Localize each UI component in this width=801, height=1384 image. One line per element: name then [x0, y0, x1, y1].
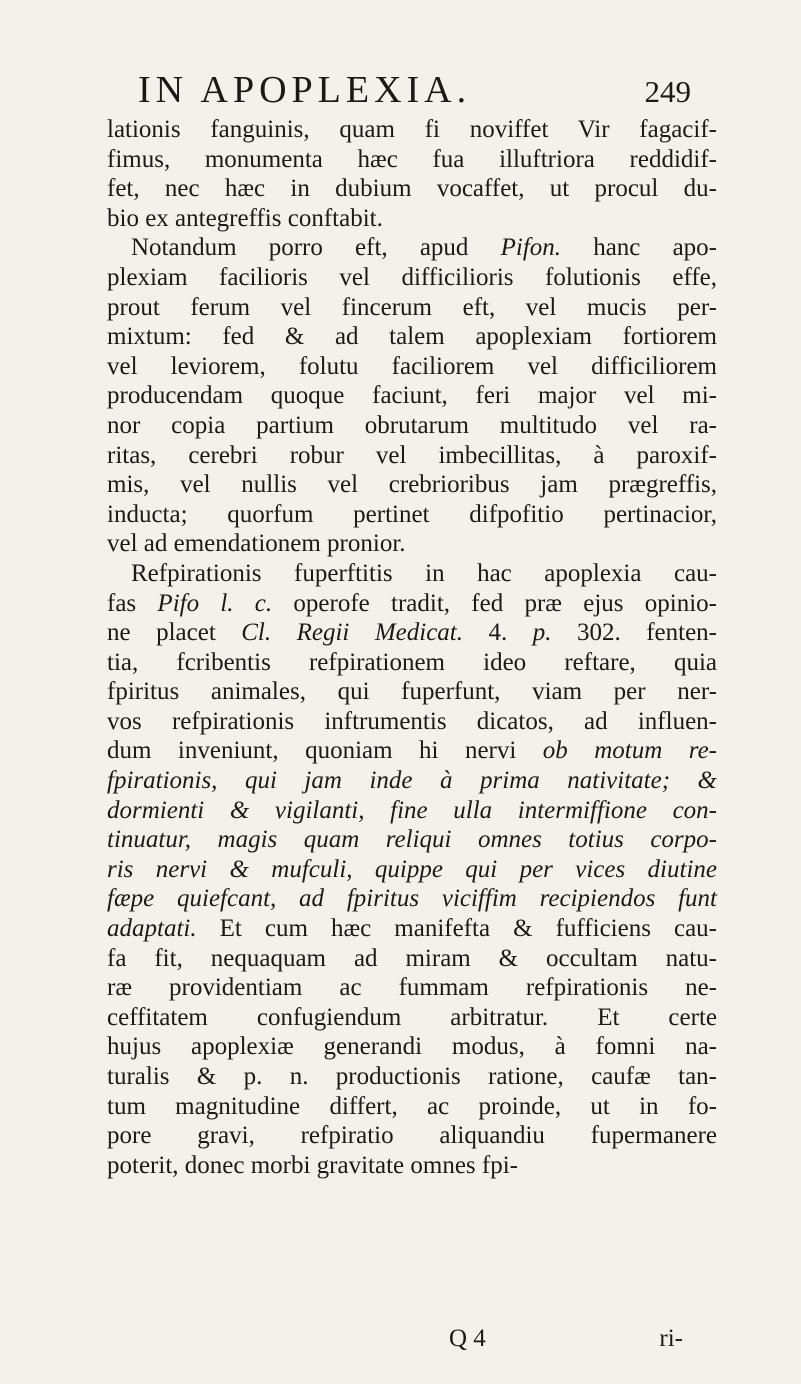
text-line: [107, 707, 717, 737]
text-run: operofe tradit, fed præ ejus opinio-: [272, 589, 717, 617]
text-run: tia, fcribentis refpirationem ideo reftare, quia: [107, 648, 717, 676]
text-line: [107, 736, 717, 766]
catchline: [107, 1325, 717, 1357]
text-run: vel ad emendationem pronior.: [107, 530, 406, 558]
text-run: Refpirationis fuperftitis in hac apoplexia cau-: [131, 559, 717, 587]
text-run: plexiam facilioris vel difficilioris folutionis effe,: [107, 263, 717, 291]
text-line: [107, 618, 717, 648]
text-run: dum inveniunt, quoniam hi nervi: [107, 737, 543, 765]
text-run: ceffitatem confugiendum arbitratur. Et certe: [107, 1003, 717, 1031]
text-line: [107, 677, 717, 707]
text-line: [107, 411, 717, 441]
text-line: [107, 145, 717, 175]
italic-run: adaptati.: [107, 915, 197, 943]
text-run: hanc apo-: [561, 234, 717, 262]
text-line: [107, 855, 717, 885]
text-line: [107, 973, 717, 1003]
text-line: [107, 914, 717, 944]
body-text: [107, 115, 717, 1180]
text-line: [107, 884, 717, 914]
text-line: [107, 204, 717, 234]
text-run: 302. fenten-: [551, 619, 717, 647]
italic-run: Pifon.: [500, 234, 562, 262]
text-line: [107, 766, 717, 796]
signature-mark: Q 4: [449, 1325, 486, 1352]
text-line: [107, 529, 717, 559]
text-run: fas: [107, 589, 158, 617]
italic-run: Cl. Regii Medicat.: [241, 619, 464, 647]
text-line: [107, 1151, 717, 1181]
text-line: [107, 1121, 717, 1151]
text-run: nor copia partium obrutarum multitudo vel ra-: [107, 411, 717, 439]
text-run: tum magnitudine differt, ac proinde, ut in fo-: [107, 1092, 717, 1120]
text-run: poterit, donec morbi gravitate omnes fpi-: [107, 1151, 518, 1179]
italic-run: ris nervi & mufculi, quippe qui per vices diutine: [107, 855, 717, 883]
text-run: 4.: [463, 619, 533, 647]
text-run: vos refpirationis inftrumentis dicatos, ad influen-: [107, 707, 717, 735]
text-run: mixtum: fed & ad talem apoplexiam fortiorem: [107, 323, 717, 351]
italic-run: dormienti & vigilanti, fine ulla intermiffione con-: [107, 796, 717, 824]
italic-run: ob motum re-: [542, 737, 717, 765]
running-head: IN APOPLEXIA.: [138, 69, 472, 111]
text-run: fa fit, nequaquam ad miram & occultam natu-: [107, 944, 717, 972]
italic-run: Pifo l. c.: [157, 589, 273, 617]
text-line: [107, 293, 717, 323]
text-line: [107, 589, 717, 619]
text-run: bio ex antegreffis conftabit.: [107, 204, 383, 232]
text-line: [107, 322, 717, 352]
text-run: Et cum hæc manifefta & fufficiens cau-: [196, 915, 717, 943]
text-line: [107, 500, 717, 530]
text-line: [107, 1032, 717, 1062]
text-line: [107, 796, 717, 826]
page-number: 249: [644, 74, 691, 109]
text-run: ne placet: [107, 619, 242, 647]
italic-run: p.: [532, 619, 552, 647]
text-line: [107, 263, 717, 293]
italic-run: fpirationis, qui jam inde à prima nativitate; &: [107, 767, 717, 795]
text-run: turalis & p. n. productionis ratione, caufæ tan-: [107, 1063, 717, 1090]
text-line: [107, 825, 717, 855]
text-run: vel leviorem, folutu faciliorem vel difficiliorem: [107, 352, 717, 380]
text-line: [107, 559, 717, 589]
page-header: [138, 68, 691, 111]
text-line: [107, 944, 717, 974]
text-run: fimus, monumenta hæc fua illuftriora reddidif-: [107, 145, 717, 173]
text-run: hujus apoplexiæ generandi modus, à fomni na-: [107, 1033, 717, 1061]
text-run: producendam quoque faciunt, feri major vel mi-: [107, 382, 717, 410]
text-line: [107, 441, 717, 471]
text-line: [107, 233, 717, 263]
text-run: pore gravi, refpiratio aliquandiu fupermanere: [107, 1122, 717, 1150]
text-run: fpiritus animales, qui fuperfunt, viam per ner-: [107, 678, 717, 706]
text-run: prout ferum vel fincerum eft, vel mucis per-: [107, 293, 717, 321]
text-run: Notandum porro eft, apud: [131, 234, 501, 262]
text-line: [107, 1003, 717, 1033]
text-run: inducta; quorfum pertinet difpofitio pertinacior,: [107, 500, 717, 528]
text-run: lationis fanguinis, quam fi noviffet Vir fagacif-: [107, 116, 717, 143]
text-line: [107, 1092, 717, 1122]
text-line: [107, 174, 717, 204]
text-run: ritas, cerebri robur vel imbecillitas, à paroxif-: [107, 441, 717, 469]
catchword: ri-: [659, 1325, 683, 1352]
text-line: [107, 115, 717, 145]
text-run: ræ providentiam ac fummam refpirationis ne-: [107, 974, 717, 1002]
italic-run: fæpe quiefcant, ad fpiritus viciffim recipiendos funt: [107, 885, 717, 913]
text-run: fet, nec hæc in dubium vocaffet, ut procul du-: [107, 175, 717, 203]
text-line: [107, 1062, 717, 1092]
text-line: [107, 381, 717, 411]
text-line: [107, 470, 717, 500]
text-line: [107, 352, 717, 382]
text-run: mis, vel nullis vel crebrioribus jam prægreffis,: [107, 471, 717, 499]
text-line: [107, 648, 717, 678]
italic-run: tinuatur, magis quam reliqui omnes totius corpo-: [107, 826, 717, 854]
